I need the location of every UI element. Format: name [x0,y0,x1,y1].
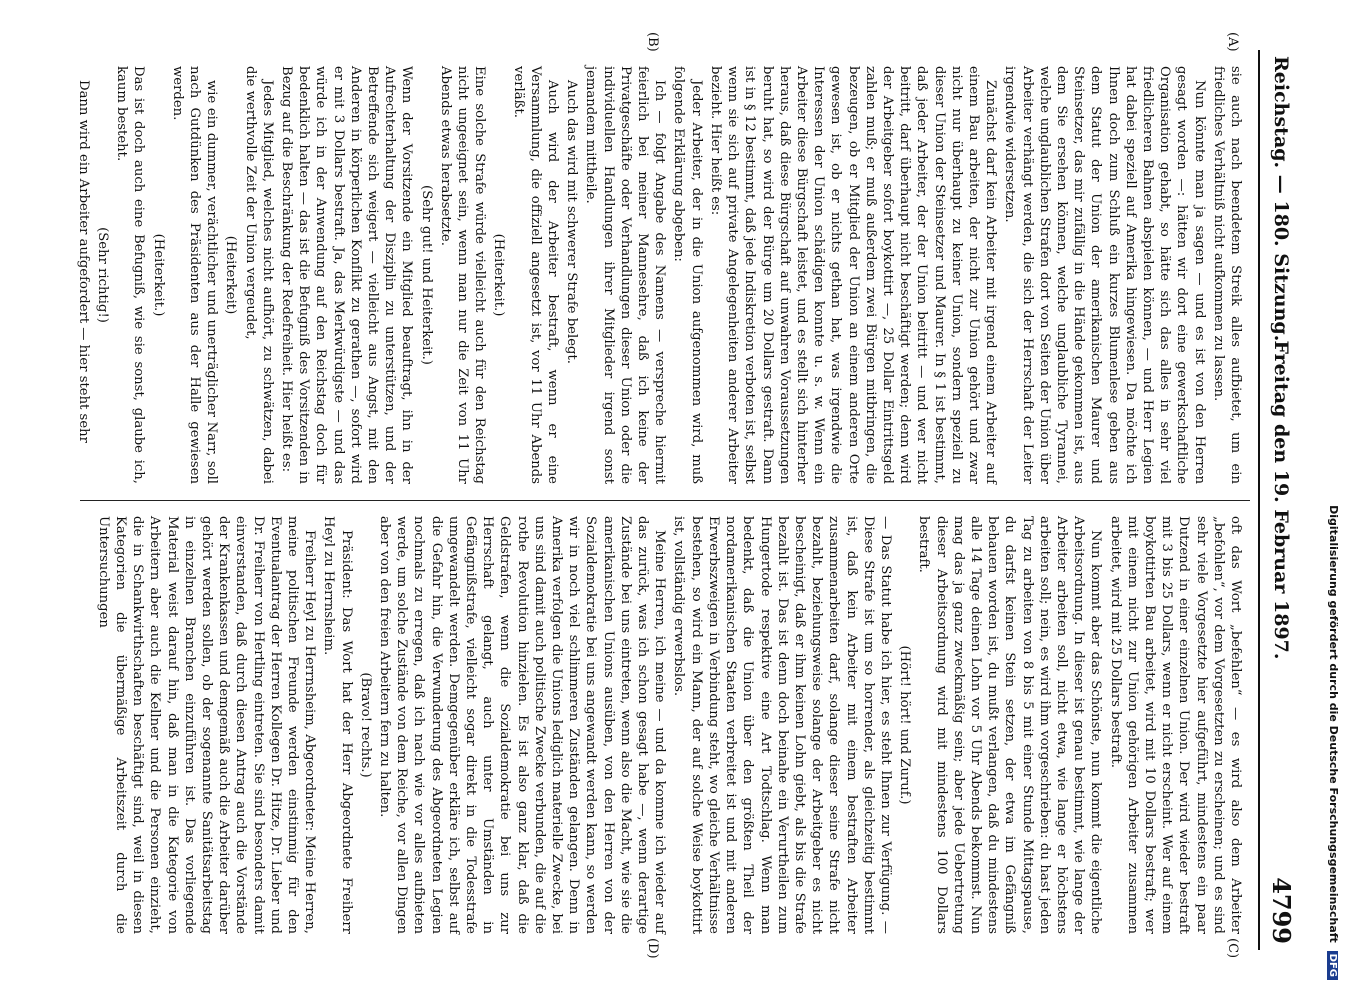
paragraph: Das ist doch auch eine Befugniß, wie sie sonst, glaube ich, kaum besteht. [114,66,147,484]
paragraph: Meine Herren, ich meine — und da komme ich wieder auf das zurück, was ich schon gesagt habe —, wenn derartige Zustände bei uns eintreten, wenn also die Macht, wie sie die amerikanischen Unions ausüben, von den Herren von der Sozialdemokratie bei uns angewandt werden kann, so werden wir in noch viel schlimmeren Zuständen gelangen. Denn in Amerika verfolgen die Unions lediglich materielle Zwecke, bei uns sind damit auch politische Zwecke verbunden, die auf die rothe Revolution hinzielen. Es ist also ganz klar, daß die Geldstrafen, wenn die Sozialdemokratie bei uns zur Herrschaft gelangt, auch unter Umständen in Gefängnißstrafe, vielleicht sogar direkt in die Todesstrafe umgewandelt werden. Demgegenüber erkläre ich, selbst auf die Gefahr hin, die Verwunderung des Abgeordneten Legien nochmals zu erregen, daß ich nach wie vor alles aufbieten werde, um solche Zustände von dem Reiche, vor allen Dingen aber von den freien Arbeitern fern zu halten. [377,516,668,934]
text-column-right [84,516,1244,934]
paragraph: (Heiterkeit.) [150,233,166,317]
paragraph: (Sehr gut! und Heiterkeit.) [418,185,434,365]
paragraph: Freiherr Heyl zu Herrnsheim, Abgeordneter: Meine Herren, meine politischen Freunde werden einstimmig für den Eventualantrag der Herren Kollegen Dr. Hitze, Dr. Lieber und Dr. Freiherr von Hertling eintreten. Sie sind besonders damit einverstanden, daß durch diesen Antrag auch die Vorstände der Krankenkassen und demgemäß auch die Arbeiter darüber gehört werden sollen, ob der sogenannte Sanitätsarbeitstag in einzelnen Branchen einzuführen ist. Das vorliegende Material weist darauf hin, daß man in die Kategorie von Arbeitern aber auch die Kellner und die Personen einzieht, die in Schankwirthschaften beschäftigt sind, weil in diesen Kategorien die übermäßige Arbeitszeit durch die Untersuchungen [95,516,318,934]
paragraph: Jedes Mitglied, welches nicht aufhört, zu schwätzen, dabei die werthvolle Zeit der Union vergeudet, [242,66,275,484]
margin-marker-a: (A) [1225,32,1240,52]
paragraph: — Das Statut habe ich hier, es steht Ihnen zur Verfügung. — Diese Strafe ist um so horrender, als gleichzeitig bestimmt ist, daß kein Arbeiter mit einem bestraften Arbeiter zusammenarbeiten darf, solange dieser seine Strafe nicht bezahlt, beziehungsweise solange der Arbeitgeber es nicht bescheinigt, daß er ihm keinen Lohn giebt, als bis die Strafe bezahlt ist. Das ist denn doch beinahe ein Verurtheilen zum Hungertode respektive eine Art Todtschlag. Wenn man bedenkt, daß die Union über den größten Theil der nordamerikanischen Staaten verbreitet ist und mit anderen Erwerbszweigen in Verbindung steht, wo gleiche Verhältnisse bestehen, so wird ein Mann, der auf solche Weise boykottirt ist, vollständig erwerbslos. [671,516,893,934]
paragraph: Dann wird ein Arbeiter aufgefordert — hier steht sehr [75,80,91,443]
paragraph: (Heiterkeit) [223,235,239,315]
page-number: 4799 [1267,877,1296,944]
paragraph: Präsident: Das Wort hat der Herr Abgeordnete Freiherr Heyl zu Herrnsheim. [321,516,354,934]
rotated-page [70,32,1300,959]
paragraph: Auch das wird mit schwerer Strafe belegt. [564,80,580,364]
paragraph: oft das Wort „befehlen“ — es wird also dem Arbeiter „befohlen“, vor dem Vorgesetzten zu erscheinen; und es sind sehr viele Vorgesetzte hier aufgeführt, mindestens ein paar Dutzend in einer einzelnen Union. Der wird wieder bestraft mit 3 bis 25 Dollars, wenn er nicht erscheint. Wer auf einem boykottirten Bau arbeitet, wird mit 10 Dollars bestraft; wer mit einem nicht zur Union gehörigen Arbeiter zusammen arbeitet, wird mit 25 Dollars bestraft. [1107,516,1243,934]
paragraph: (Heiterkeit.) [491,233,507,317]
paragraph: (Bravo! rechts.) [357,672,373,778]
paragraph: Eine solche Strafe würde vielleicht auch für den Reichstag nicht ungeeignet sein, wenn man nur die Zeit von 11 Uhr Abends etwas herabsetzte. [437,66,488,484]
margin-marker-c: (C) [1225,938,1240,959]
paragraph: Jeder Arbeiter, der in die Union aufgenommen wird, muß folgende Erklärung abgeben: [671,66,704,484]
header-date: Freitag den 19. Februar 1897. [1270,340,1292,660]
paragraph: Nun könnte man ja sagen — und es ist von den Herren gesagt worden —: hätten wir dort eine gewerkschaftliche Organisation gehabt, so hätte sich das alles in sehr viel friedlicheren Bahnen abspielen können, — und Herr Legien hat dabei speziell auf Amerika hingewiesen. Da möchte ich Ihnen doch zum Schluß ein kurzes Blumenlese geben aus dem Statut der Union der amerikanischen Maurer und Steinsetzer, das mir zufällig in die Hände gekommen ist, aus dem Sie ersehen können, welche unglaubliche Tyrannei, welche unglaublichen Strafen dort von Seiten der Union über Arbeiter verhängt werden, die sich der Herrschaft der Leiter irgendwie widersetzen. [1002,66,1207,484]
credit-text: Digitalisierung gefördert durch die Deutsche Forschungsgemeinschaft [1327,505,1340,943]
dfg-logo: DFG [1327,951,1338,980]
paragraph: Zunächst darf kein Arbeiter mit irgend einem Arbeiter auf einem Bau arbeiten, der nicht zur Union gehört und zwar nicht nur überhaupt zu keiner Union, sondern speziell zu dieser Union der Steinsetzer und Maurer. In § 1 ist bestimmt, daß jeder Arbeiter, der der Union beitritt — und wer nicht beitritt, darf überhaupt nicht beschäftigt werden; denn wird der Arbeitgeber sofort boykottirt —, 25 Dollar Eintrittsgeld zahlen muß; er muß außerdem zwei Bürgen mitbringen, die bezeugen, ob er Mitglied der Union an einem anderen Orte gewesen ist, ob er nichts gethan hat, was irgendwie die Interessen der Union schädigen konnte u. s. w. Wenn ein Arbeiter diese Bürgschaft leistet, und es stellt sich hinterher heraus, daß diese Bürgschaft auf unwahren Voraussetzungen beruht hat, so wird der Bürge um 20 Dollars gestraft. Dann ist in § 12 bestimmt, daß jede Indiskretion verboten ist, selbst wenn sie sich auf private Angelegenheiten anderer Arbeiter bezieht. Hier heißt es: [707,66,999,484]
digitization-credit [1322,20,1342,980]
paragraph: Ich — folgt Angabe des Namens — verspreche hiermit feierlich bei meiner Mannesehre, daß ich keine der Privatgeschäfte oder Verhandlungen dieser Union oder die individuellen Handlungen ihrer Mitglieder irgend sonst jemandem mittheile. [583,66,668,484]
text-column-left [75,66,1244,484]
page-header [1258,50,1300,950]
paragraph: (Hört! hört! und Zuruf.) [897,645,913,805]
paragraph: Nun kommt aber das Schönste, nun kommt die eigentliche Arbeitsordnung. In dieser ist genau bestimmt, wie lange der Arbeiter arbeiten soll, nicht etwa, wie lange er höchstens arbeiten soll; nein, es wird ihm vorgeschrieben: du hast jeden Tag zu arbeiten von 8 bis 5 mit einer Stunde Mittagspause, du darfst keinen Stein setzen, der etwa im Gefängniß behauen worden ist, du mußt verlangen, daß du mindestens alle 14 Tage deinen Lohn vor 5 Uhr Abends bekommst. Nun mag das ja ganz zweckmäßig sein; aber jede Uebertretung dieser Arbeitsordnung wird mit mindestens 100 Dollars bestraft. [916,516,1104,934]
header-left: Reichstag. — 180. Sitzung. [1270,56,1292,342]
paragraph: Auch wird der Arbeiter bestraft, wenn er eine Versammlung, die offiziell angesetzt ist, vor 11 Uhr Abends verläßt. [510,66,561,484]
paragraph: Wenn der Vorsitzende ein Mitglied beauftragt, ihn in der Aufrechterhaltung der Disziplin zu unterstützen, und der Betreffende sich weigert — vielleicht aus Angst, mit den Anderen in körperlichen Konflikt zu gerathen —, sofort wird er mit 3 Dollars bestraft. Ja, das Merkwürdigste — und das würde ich in der Anwendung auf den Reichstag doch für bedenklich halten — das ist die Befugniß des Vorsitzenden in Bezug auf die Beschränkung der Redefreiheit. Hier heißt es: [279,66,415,484]
margin-marker-d: (D) [645,938,660,959]
paragraph: wie ein dummer, verächtlicher und unerträglicher Narr, soll nach Gutdünken des Präsidenten aus der Halle gewiesen werden. [169,66,220,484]
paragraph: (Sehr richtig!) [95,227,110,323]
paragraph: sie auch nach beendetem Streik alles aufbietet, um ein friedliches Verhältniß nicht aufkommen zu lassen. [1210,66,1243,484]
margin-marker-b: (B) [645,32,660,52]
column-divider [80,500,1250,501]
